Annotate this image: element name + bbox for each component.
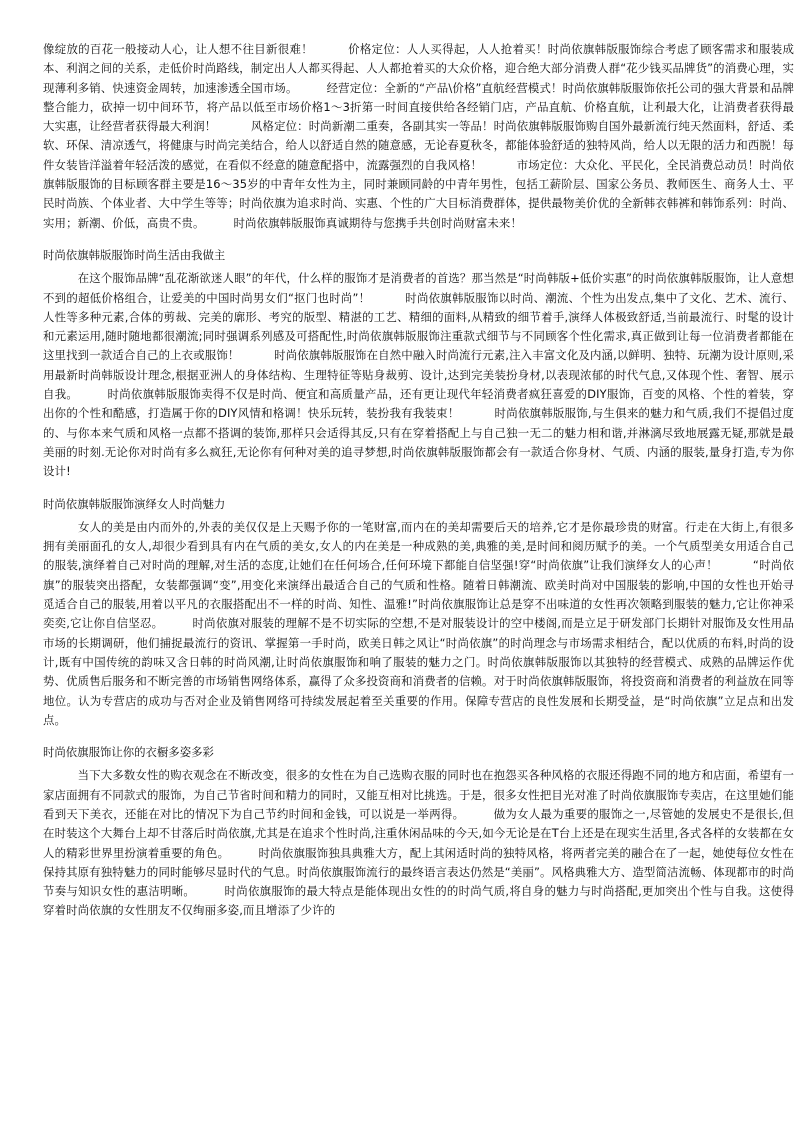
section-heading-lifestyle: 时尚依旗韩版服饰时尚生活由我做主 — [43, 247, 226, 262]
charm-paragraph: 女人的美是由内而外的,外表的美仅仅是上天赐予你的一笔财富,而内在的美却需要后天的培养,它才是你最珍贵的财富。行走在大街上,有很多拥有美丽面孔的女人,却很少看到具有内在气质的美女,女人的内在美是一种成熟的美,典雅的美,是时间和阅历赋予的美。一个气质型美女用适合自己的服装,演绎着自己对时尚的理解,对生活的态度,让她们在任何场合,任何环境下都能自信坚强!穿“时尚依旗”让我们演绎女人的心声！ “时尚依旗”的服装突出搭配，女装都强调“变”,用变化来演绎出最适合自己的气质和性格。随着日韩潮流、欧美时尚对中国服装的影响,中国的女性也开始寻觅适合自己的服装,用着以平凡的衣服搭配出不一样的时尚、知性、温雅!”时尚依旗服饰让总是穿不出味道的女性再次领略到服装的魅力,它让你神采奕奕,它让你自信坚忍。 时尚依旗对服装的理解不是不切实际的空想,不是对服装设计的空中楼阁,而是立足于研发部门长期针对服饰及女性用品市场的长期调研，他们捕捉最流行的资讯、掌握第一手时尚，欧美日韩之风让“时尚依旗”的时尚理念与市场需求相结合，配以优质的布料,时尚的设计,既有中国传统的韵味又含日韩的时尚风潮,让时尚依旗服饰和响了服装的魅力之门。时尚依旗韩版服饰以其独特的经营模式、成熟的品牌运作优势、优质售后服务和不断完善的市场销售网络体系，赢得了众多投资商和消费者的信赖。对于时尚依旗韩版服饰，将投资商和消费者的利益放在同等地位。认为专营店的成功与否对企业及销售网络可持续发展起着至关重要的作用。保障专营店的良性发展和长期受益，是“时尚依旗”立足点和出发点。 — [43, 519, 794, 727]
wardrobe-paragraph: 当下大多数女性的购衣观念在不断改变，很多的女性在为自己选购衣服的同时也在抱怨买各种风格的衣服还得跑不同的地方和店面，希望有一家店面拥有不同款式的服饰，为自己节省时间和精力的同时，又能互相对比挑选。于是，很多女性把目光对准了时尚依旗服饰专卖店，在这里她们能看到天下美衣，还能在对比的情况下为自己节约时间和金钱，可以说是一举两得。 做为女人最为重要的服饰之一,尽管她的发展史不是很长,但在时装这个大舞台上却不甘落后时尚依旗,尤其是在追求个性时尚,注重休闲品味的今天,如今无论是在T台上还是在现实生活里,各式各样的女装都在女人的精彩世界里扮演着重要的角色。 时尚依旗服饰独具典雅大方，配上其闲适时尚的独特风格，将两者完美的融合在了一起，她使每位女性在保持其原有独特魅力的同时能够尽显时代的气息。时尚依旗服饰流行的最终语言表达仍然是“美丽”。风格典雅大方、造型简洁流畅、体现都市的时尚节奏与知识女性的惠洁明晰。 时尚依旗服饰的最大特点是能体现出女性的的时尚气质,将自身的魅力与时尚搭配,更加突出个性与自我。这使得穿着时尚依旗的女性朋友不仅绚丽多姿,而且增添了少许的 — [43, 768, 794, 918]
section-heading-wardrobe: 时尚依旗服饰让你的衣橱多姿多彩 — [43, 745, 214, 760]
lifestyle-paragraph: 在这个服饰品牌“乱花渐欲迷人眼”的年代，什么样的服饰才是消费者的首选？那当然是“时尚韩版+低价实惠”的时尚依旗韩版服饰，让人意想不到的超低价格组合，让爱美的中国时尚男女们“抠门也时尚”！ 时尚依旗韩版服饰以时尚、潮流、个性为出发点,集中了文化、艺术、流行、人性等多种元素,合体的剪裁、完美的廓形、考究的版型、精湛的工艺、精细的面料,从精致的细节着手,演绎人体极致舒适,当前最流行、时髦的设计和元素运用,随时随地都很潮流;同时强调系列感及可搭配性,时尚依旗韩版服饰注重款式细节与不同顾客个性化需求,真正做到让每一位消费者都能在这里找到一款适合自己的上衣或服饰！ 时尚依旗韩版服饰在自然中融入时尚流行元素,注入丰富文化及内涵,以鲜明、独特、玩潮为设计原则,采用最新时尚韩版设计理念,根据亚洲人的身体结构、生理特征等贴身裁剪、设计,达到完美装扮身材,以表现浓郁的时代气息,又体现个性、奢智、展示自我。 时尚依旗韩版服饰卖得不仅是时尚、便宜和高质量产品，还有更让现代年轻消费者疯狂喜爱的DIY服饰，百变的风格、个性的着装，穿出你的个性和酷感，打造属于你的DIY风情和格调！快乐玩转，装扮我有我装束！ 时尚依旗韩版服饰,与生俱来的魅力和气质,我们不提倡过度的、与你本来气质和风格一点都不搭调的装饰,那样只会适得其反,只有在穿着搭配上与自己独一无二的魅力相和谐,并淋漓尽致地展露无疑,那就是最美丽的时刻.无论你对时尚有多么疯狂,无论你有何种对美的追寻梦想,时尚依旗韩版服饰都会有一款适合你身材、气质、内涵的服装,量身打造,专为你设计! — [43, 271, 794, 479]
document-page — [43, 40, 794, 1120]
intro-paragraph: 像绽放的百花一般接动人心，让人想不往目新很难！ 价格定位：人人买得起，人人抢着买！时尚依旗韩版服饰综合考虑了顾客需求和服装成本、利润之间的关系，走低价时尚路线，制定出人人都买得起、人人都抢着买的大众价格，迎合绝大部分消费人群“花少钱买品牌货”的消费心理，实现薄利多销、快速资金周转，加速渗透全国市场。 经营定位：全新的“产品\价格”直航经营模式！时尚依旗韩版服饰依托公司的强大背景和品牌整合能力，砍掉一切中间环节，将产品以低至市场价格1～3折第一时间直接供给各经销门店，产品直航、价格直航，让利最大化，让消费者获得最大实惠，让经营者获得最大利润！ 风格定位：时尚新潮二重奏，各副其实一等品！时尚依旗韩版服饰购自国外最新流行纯天然面料，舒适、柔软、环保、清凉透气，将健康与时尚完美结合，给人以舒适自然的随意感，无论春夏秋冬，都能体验舒适的独特风尚，给人以无限的活力和西脱！每件女装皆洋溢着年轻活泼的感觉，在看似不经意的随意配搭中，流露强烈的自我风格！ 市场定位：大众化、平民化，全民消费总动员！时尚依旗韩版服饰的目标顾客群主要是16～35岁的中青年女性为主，同时兼顾同龄的中青年男性，包括工薪阶层、国家公务员、教师医生、商务人士、平民时尚族、个体业者、大中学生等等；时尚依旗为追求时尚、实惠、个性的广大目标消费群体，提供最物美价优的全新韩衣韩裤和韩饰系列：时尚、实用；新潮、价低，高贵不贵。 时尚依旗韩版服饰真诚期待与您携手共创时尚财富未来！ — [43, 42, 794, 230]
section-heading-charm: 时尚依旗韩版服饰演绎女人时尚魅力 — [43, 496, 226, 511]
